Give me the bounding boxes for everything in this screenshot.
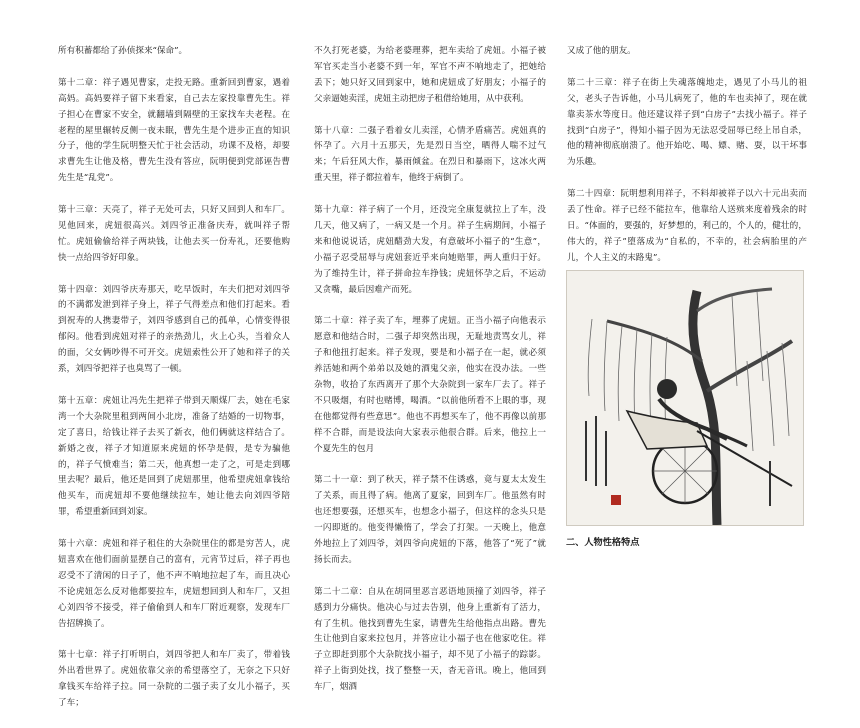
- paragraph: 第十七章：祥子打听明白，刘四爷把人和车厂卖了，带着钱外出看世界了。虎妞依靠父亲的希望落空了，无奈之下只好拿钱买车给祥子拉。同一杂院的二强子卖了女儿小福子，买了车；: [58, 650, 290, 709]
- paragraph: 不久打死老婆，为给老婆理葬，把车卖给了虎妞。小福子被军官买走当小老婆不到一年，军官不声不响地走了，把她给丢下；她只好又回到家中，她和虎妞成了好朋友；小福子的父亲逼她卖淫，虎妞主动把房子租借给她用，从中获利。: [314, 46, 546, 104]
- tree-branch: [697, 289, 772, 311]
- paragraph: 所有积蓄都给了孙侦探来“保命”。: [58, 46, 188, 56]
- paragraph: 第十六章：虎妞和祥子租住的大杂院里住的都是穷苦人，虎妞喜欢在他们面前显摆自己的富有，元宵节过后，祥子再也忍受不了清闲的日子了，他不声不响地拉起了车，而且决心不论虎妞怎么反对他都要拉车，虎妞想回到人和车厂，又担心刘四爷不接受，祥子偷偷到人和车厂附近观察，发现车厂告招牌换了。: [58, 539, 290, 629]
- section-heading: 二、人物性格特点: [566, 537, 640, 548]
- tree-branch: [707, 341, 792, 391]
- paragraph: 第十八章：二强子看着女儿卖淫，心情矛盾痛苦。虎妞真的怀孕了。六月十五那天，先是烈日当空，晒得人喘不过气来；午后狂风大作，暴雨倾盆。在烈日和暴雨下，这冰火两重天里，祥子都拉着车，他终于病倒了。: [314, 125, 546, 184]
- tree-trunk: [693, 291, 717, 525]
- paragraph: 第十五章：虎妞让冯先生把祥子带到天顺煤厂去，她在毛家湾一个大杂院里租到两间小北房，准备了结婚的一切物事，定了喜日，给钱让祥子去买了新衣，他们俩就这样结合了。新婚之夜，祥子才知道原来虎妞的怀孕是假，是专为骗他的，祥子气愤难当；第二天，他真想一走了之，可是走到哪里去呢？最后，他还是回到了虎妞那里，他希望虎妞拿钱给他买车，而虎妞却不要他继续拉车，她让他去向刘四爷陪罪，希望重新回到刘家。: [58, 395, 290, 518]
- paragraph: 第十二章：祥子遇见曹家，走投无路。重新回到曹家，遇着高妈。高妈要祥子留下来看家，自己去左家投靠曹先生。祥子担心在曹家不安全，就翻墙到隔壁的王家找车夫老程。在老程的屋里辗转反侧一夜未眠，曹先生是个进步正直的知识分子，他的学生阮明整天忙于社会活动，功课不及格，却要求曹先生让他及格，曹先生没有答应，阮明便到党部诬告曹先生是“乱党”。: [58, 77, 290, 184]
- paragraph: 第十三章：天亮了，祥子无处可去，只好又回到人和车厂。见他回来，虎妞很高兴。刘四爷正准备庆寿，就叫祥子帮忙。虎妞偷偷给祥子两块钱，让他去买一份寿礼，还要他购快一点给四爷好印象。: [58, 205, 290, 263]
- paragraph: 第十九章：祥子病了一个月，还没完全康复就拉上了车，没几天，他又病了，一病又是一个月。祥子生病期间，小福子来和他说说话，虎妞醋劲大发，有意破坏小福子的“生意”，小福子忍受屈辱与虎妞套近乎来向她赔罪，两人重归于好。为了维持生计，祥子拼命拉车挣钱；虎妞怀孕之后，不运动又贪嘴，最后因难产而死。: [314, 205, 546, 295]
- paragraph: 第二十三章：祥子在街上失魂落魄地走，遇见了小马儿的祖父，老头子告诉他，小马儿病死了，他的车也卖掉了，现在就靠卖茶水等度日。他还建议祥子到“白房子”去找小福子。祥子找到“白房子”，得知小福子因为无法忍受屈辱已经上吊自杀，他的精神彻底崩溃了。他开始吃、喝、嫖、赌、耍，以干坏事为乐趣。: [567, 77, 807, 168]
- paragraph: 第二十二章：自从在胡同里恶言恶语地顶撞了刘四爷，祥子感到力分痛快。他决心与过去告别，他身上重新有了活力，有了生机。他找到曹先生家，请曹先生给他指点出路。曹先生让他到自家来拉包月，并答应让小福子也在他家吃住。祥子立即赶到那个大杂院找小福子，却不见了小福子的踪影。祥子上街到处找，找了整整一天，杳无音讯。晚上，他回到车厂，烟酒: [314, 586, 546, 693]
- text-column-left: [58, 44, 290, 728]
- seal-stamp: [611, 495, 621, 505]
- tree-branch: [607, 321, 702, 361]
- figure-head: [657, 379, 677, 399]
- paragraph: 第二十四章：阮明想利用祥子，不料却被祥子以六十元出卖而丢了性命。祥子已经不能拉车，他靠给人送殡来度着残余的时日。“体面的，要强的，好梦想的，利己的，个人的，健壮的，伟大的，祥子”堕落成为“自私的，不幸的，社会病胎里的产儿，个人主义的末路鬼”。: [567, 189, 807, 263]
- ink-painting-image: [567, 271, 803, 525]
- paragraph: 第二十一章：到了秋天，祥子禁不住诱惑，竟与夏太太发生了关系，而且得了病。他离了夏家，回到车厂。他虽然有时也还想要强，还想买车，也想念小福子，但这样的念头只是一闪即逝的。他变得懒惰了，学会了打架。一天晚上，他意外地拉上了刘四爷，刘四爷向虎妞的下落，他答了“死了”就扬长而去。: [314, 475, 546, 565]
- rickshaw-seat: [627, 411, 707, 449]
- rickshaw-shaft: [697, 431, 792, 486]
- text-column-right: [567, 44, 807, 283]
- text-column-middle: [314, 44, 546, 712]
- paragraph: 第二十章：祥子卖了车，埋葬了虎妞。正当小福子向他表示愿意和他结合时，二强子却突然出现，无耻地责骂女儿，祥子和他扭打起来。祥子发现，要是和小福子在一起，就必须养活她和两个弟弟以及她的酒鬼父亲，他实在没办法。一些杂物，收拾了东西离开了那个大杂院到一家车厂去了。祥子不只吸烟，有时也赌博，喝酒。“以前他所看不上眼的事，现在他都觉得有些意思”。他也不再想买车了，他不再像以前那样不合群，而是设法向大家表示他很合群。后来，他拉上一个夏先生的包月: [314, 316, 546, 454]
- paragraph: 第十四章：刘四爷庆寿那天，吃早饭时，车夫们把对刘四爷的不满都发泄到祥子身上，祥子气得差点和他们打起来。看到祝寿的人携妻带子，刘四爷感到自己的孤单，心情变得很郁闷。他看到虎妞对祥子的亲热劲儿，火上心头，当着众人的面，父女俩吵得不可开交。虎妞索性公开了她和祥子的关系，刘四爷把祥子也臭骂了一顿。: [58, 284, 290, 375]
- rickshaw-illustration: [566, 270, 804, 526]
- paragraph: 又成了他的朋友。: [567, 46, 636, 56]
